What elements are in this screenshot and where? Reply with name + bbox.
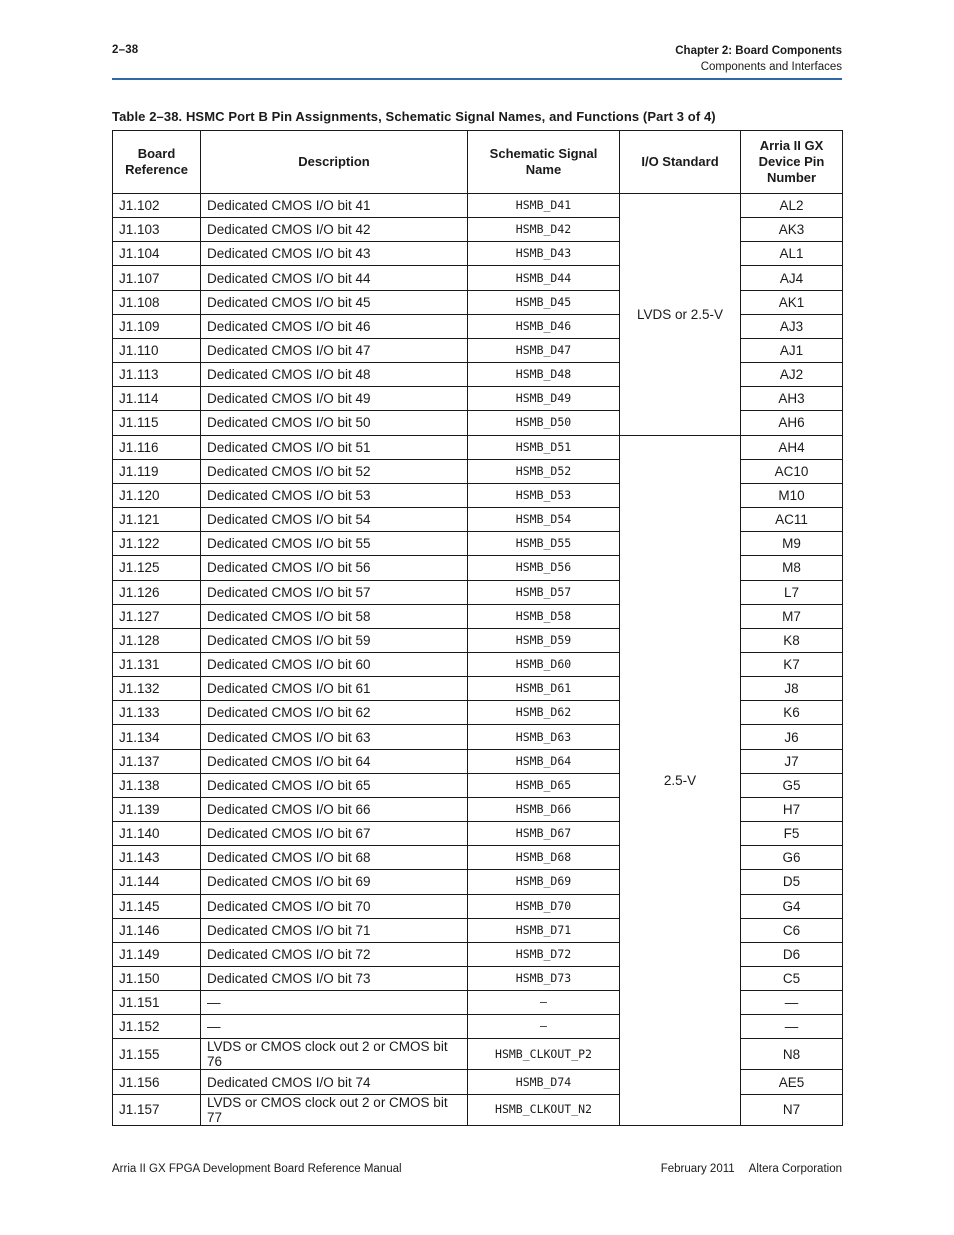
column-header-description: Description (201, 131, 468, 194)
description-cell: Dedicated CMOS I/O bit 65 (201, 773, 468, 797)
description-cell: Dedicated CMOS I/O bit 66 (201, 797, 468, 821)
board-reference-cell: J1.131 (113, 652, 201, 676)
description-cell: Dedicated CMOS I/O bit 71 (201, 918, 468, 942)
description-cell: Dedicated CMOS I/O bit 51 (201, 435, 468, 459)
board-reference-cell: J1.122 (113, 532, 201, 556)
device-pin-cell: N8 (741, 1039, 843, 1070)
device-pin-cell: — (741, 991, 843, 1015)
device-pin-cell: AJ2 (741, 363, 843, 387)
schematic-signal-cell: HSMB_D73 (468, 967, 620, 991)
schematic-signal-cell: HSMB_D60 (468, 652, 620, 676)
schematic-signal-cell: HSMB_D71 (468, 918, 620, 942)
board-reference-cell: J1.103 (113, 218, 201, 242)
schematic-signal-cell: HSMB_D63 (468, 725, 620, 749)
board-reference-cell: J1.107 (113, 266, 201, 290)
device-pin-cell: AC11 (741, 508, 843, 532)
board-reference-cell: J1.115 (113, 411, 201, 435)
schematic-signal-cell: HSMB_D49 (468, 387, 620, 411)
description-cell: Dedicated CMOS I/O bit 56 (201, 556, 468, 580)
device-pin-cell: J8 (741, 677, 843, 701)
board-reference-cell: J1.102 (113, 194, 201, 218)
description-cell: Dedicated CMOS I/O bit 47 (201, 338, 468, 362)
device-pin-cell: D5 (741, 870, 843, 894)
footer-manual-title: Arria II GX FPGA Development Board Reference Manual (112, 1163, 402, 1175)
device-pin-cell: M7 (741, 604, 843, 628)
device-pin-cell: G4 (741, 894, 843, 918)
board-reference-cell: J1.151 (113, 991, 201, 1015)
board-reference-cell: J1.113 (113, 363, 201, 387)
column-header-schematic-signal-name: Schematic Signal Name (468, 131, 620, 194)
device-pin-cell: C6 (741, 918, 843, 942)
schematic-signal-cell: HSMB_D54 (468, 508, 620, 532)
schematic-signal-cell: HSMB_D50 (468, 411, 620, 435)
board-reference-cell: J1.116 (113, 435, 201, 459)
description-cell: Dedicated CMOS I/O bit 70 (201, 894, 468, 918)
description-cell: Dedicated CMOS I/O bit 68 (201, 846, 468, 870)
section-title: Components and Interfaces (700, 61, 842, 73)
description-cell: Dedicated CMOS I/O bit 62 (201, 701, 468, 725)
description-cell: Dedicated CMOS I/O bit 48 (201, 363, 468, 387)
board-reference-cell: J1.144 (113, 870, 201, 894)
device-pin-cell: M9 (741, 532, 843, 556)
schematic-signal-cell: HSMB_D44 (468, 266, 620, 290)
schematic-signal-cell: HSMB_CLKOUT_N2 (468, 1094, 620, 1125)
device-pin-cell: K8 (741, 628, 843, 652)
column-header-device-pin-number: Arria II GX Device Pin Number (741, 131, 843, 194)
description-cell: Dedicated CMOS I/O bit 61 (201, 677, 468, 701)
device-pin-cell: N7 (741, 1094, 843, 1125)
description-cell: — (201, 1015, 468, 1039)
schematic-signal-cell: HSMB_D42 (468, 218, 620, 242)
description-cell: Dedicated CMOS I/O bit 45 (201, 290, 468, 314)
table-row (113, 435, 843, 459)
description-cell: Dedicated CMOS I/O bit 42 (201, 218, 468, 242)
pin-assignment-table (112, 130, 843, 1126)
device-pin-cell: AE5 (741, 1070, 843, 1094)
io-standard-cell: 2.5-V (620, 435, 741, 1125)
device-pin-cell: AL1 (741, 242, 843, 266)
board-reference-cell: J1.150 (113, 967, 201, 991)
schematic-signal-cell: — (468, 991, 620, 1015)
description-cell: Dedicated CMOS I/O bit 53 (201, 483, 468, 507)
schematic-signal-cell: HSMB_D72 (468, 942, 620, 966)
board-reference-cell: J1.133 (113, 701, 201, 725)
device-pin-cell: J7 (741, 749, 843, 773)
schematic-signal-cell: HSMB_D51 (468, 435, 620, 459)
schematic-signal-cell: HSMB_D52 (468, 459, 620, 483)
column-header-board-reference: Board Reference (113, 131, 201, 194)
device-pin-cell: AK3 (741, 218, 843, 242)
device-pin-cell: AJ1 (741, 338, 843, 362)
board-reference-cell: J1.140 (113, 822, 201, 846)
board-reference-cell: J1.119 (113, 459, 201, 483)
board-reference-cell: J1.128 (113, 628, 201, 652)
board-reference-cell: J1.125 (113, 556, 201, 580)
board-reference-cell: J1.108 (113, 290, 201, 314)
device-pin-cell: J6 (741, 725, 843, 749)
schematic-signal-cell: HSMB_D43 (468, 242, 620, 266)
schematic-signal-cell: HSMB_D45 (468, 290, 620, 314)
schematic-signal-cell: HSMB_D57 (468, 580, 620, 604)
schematic-signal-cell: — (468, 1015, 620, 1039)
description-cell: Dedicated CMOS I/O bit 59 (201, 628, 468, 652)
description-cell: Dedicated CMOS I/O bit 41 (201, 194, 468, 218)
board-reference-cell: J1.114 (113, 387, 201, 411)
chapter-title: Chapter 2: Board Components (675, 45, 842, 57)
running-header (675, 43, 842, 75)
description-cell: Dedicated CMOS I/O bit 52 (201, 459, 468, 483)
device-pin-cell: F5 (741, 822, 843, 846)
device-pin-cell: K7 (741, 652, 843, 676)
device-pin-cell: AJ4 (741, 266, 843, 290)
header-rule (112, 78, 842, 80)
description-cell: Dedicated CMOS I/O bit 49 (201, 387, 468, 411)
device-pin-cell: AH4 (741, 435, 843, 459)
device-pin-cell: L7 (741, 580, 843, 604)
table-header-row (113, 131, 843, 194)
board-reference-cell: J1.104 (113, 242, 201, 266)
schematic-signal-cell: HSMB_D68 (468, 846, 620, 870)
device-pin-cell: AL2 (741, 194, 843, 218)
device-pin-cell: AC10 (741, 459, 843, 483)
table-row (113, 194, 843, 218)
schematic-signal-cell: HSMB_D58 (468, 604, 620, 628)
description-cell: Dedicated CMOS I/O bit 64 (201, 749, 468, 773)
description-cell: Dedicated CMOS I/O bit 50 (201, 411, 468, 435)
device-pin-cell: M8 (741, 556, 843, 580)
schematic-signal-cell: HSMB_D69 (468, 870, 620, 894)
schematic-signal-cell: HSMB_D46 (468, 314, 620, 338)
device-pin-cell: C5 (741, 967, 843, 991)
board-reference-cell: J1.137 (113, 749, 201, 773)
schematic-signal-cell: HSMB_D56 (468, 556, 620, 580)
board-reference-cell: J1.134 (113, 725, 201, 749)
schematic-signal-cell: HSMB_D62 (468, 701, 620, 725)
column-header-io-standard: I/O Standard (620, 131, 741, 194)
description-cell: LVDS or CMOS clock out 2 or CMOS bit 76 (201, 1039, 468, 1070)
schematic-signal-cell: HSMB_CLKOUT_P2 (468, 1039, 620, 1070)
description-cell: Dedicated CMOS I/O bit 43 (201, 242, 468, 266)
footer-right (661, 1163, 842, 1175)
description-cell: Dedicated CMOS I/O bit 67 (201, 822, 468, 846)
footer-company: Altera Corporation (748, 1163, 842, 1175)
schematic-signal-cell: HSMB_D59 (468, 628, 620, 652)
board-reference-cell: J1.149 (113, 942, 201, 966)
description-cell: Dedicated CMOS I/O bit 46 (201, 314, 468, 338)
board-reference-cell: J1.120 (113, 483, 201, 507)
io-standard-cell: LVDS or 2.5-V (620, 194, 741, 436)
description-cell: Dedicated CMOS I/O bit 55 (201, 532, 468, 556)
schematic-signal-cell: HSMB_D74 (468, 1070, 620, 1094)
schematic-signal-cell: HSMB_D53 (468, 483, 620, 507)
device-pin-cell: AH3 (741, 387, 843, 411)
description-cell: Dedicated CMOS I/O bit 74 (201, 1070, 468, 1094)
description-cell: Dedicated CMOS I/O bit 60 (201, 652, 468, 676)
schematic-signal-cell: HSMB_D67 (468, 822, 620, 846)
device-pin-cell: AK1 (741, 290, 843, 314)
device-pin-cell: — (741, 1015, 843, 1039)
board-reference-cell: J1.139 (113, 797, 201, 821)
device-pin-cell: H7 (741, 797, 843, 821)
board-reference-cell: J1.109 (113, 314, 201, 338)
description-cell: Dedicated CMOS I/O bit 44 (201, 266, 468, 290)
board-reference-cell: J1.121 (113, 508, 201, 532)
device-pin-cell: M10 (741, 483, 843, 507)
table-caption: Table 2–38. HSMC Port B Pin Assignments, Schematic Signal Names, and Functions (Part 3 of 4) (112, 109, 716, 124)
device-pin-cell: AH6 (741, 411, 843, 435)
description-cell: Dedicated CMOS I/O bit 69 (201, 870, 468, 894)
device-pin-cell: AJ3 (741, 314, 843, 338)
schematic-signal-cell: HSMB_D48 (468, 363, 620, 387)
board-reference-cell: J1.155 (113, 1039, 201, 1070)
board-reference-cell: J1.145 (113, 894, 201, 918)
description-cell: — (201, 991, 468, 1015)
schematic-signal-cell: HSMB_D55 (468, 532, 620, 556)
description-cell: Dedicated CMOS I/O bit 63 (201, 725, 468, 749)
description-cell: Dedicated CMOS I/O bit 57 (201, 580, 468, 604)
board-reference-cell: J1.146 (113, 918, 201, 942)
description-cell: Dedicated CMOS I/O bit 58 (201, 604, 468, 628)
board-reference-cell: J1.152 (113, 1015, 201, 1039)
description-cell: Dedicated CMOS I/O bit 73 (201, 967, 468, 991)
page-number: 2–38 (112, 44, 139, 56)
schematic-signal-cell: HSMB_D65 (468, 773, 620, 797)
board-reference-cell: J1.126 (113, 580, 201, 604)
board-reference-cell: J1.138 (113, 773, 201, 797)
schematic-signal-cell: HSMB_D47 (468, 338, 620, 362)
device-pin-cell: G5 (741, 773, 843, 797)
schematic-signal-cell: HSMB_D64 (468, 749, 620, 773)
schematic-signal-cell: HSMB_D70 (468, 894, 620, 918)
board-reference-cell: J1.132 (113, 677, 201, 701)
device-pin-cell: D6 (741, 942, 843, 966)
table-body (113, 194, 843, 1126)
schematic-signal-cell: HSMB_D41 (468, 194, 620, 218)
device-pin-cell: K6 (741, 701, 843, 725)
description-cell: Dedicated CMOS I/O bit 72 (201, 942, 468, 966)
board-reference-cell: J1.143 (113, 846, 201, 870)
footer-date: February 2011 (660, 1163, 735, 1175)
schematic-signal-cell: HSMB_D61 (468, 677, 620, 701)
device-pin-cell: G6 (741, 846, 843, 870)
description-cell: LVDS or CMOS clock out 2 or CMOS bit 77 (201, 1094, 468, 1125)
description-cell: Dedicated CMOS I/O bit 54 (201, 508, 468, 532)
board-reference-cell: J1.110 (113, 338, 201, 362)
board-reference-cell: J1.157 (113, 1094, 201, 1125)
board-reference-cell: J1.127 (113, 604, 201, 628)
board-reference-cell: J1.156 (113, 1070, 201, 1094)
schematic-signal-cell: HSMB_D66 (468, 797, 620, 821)
